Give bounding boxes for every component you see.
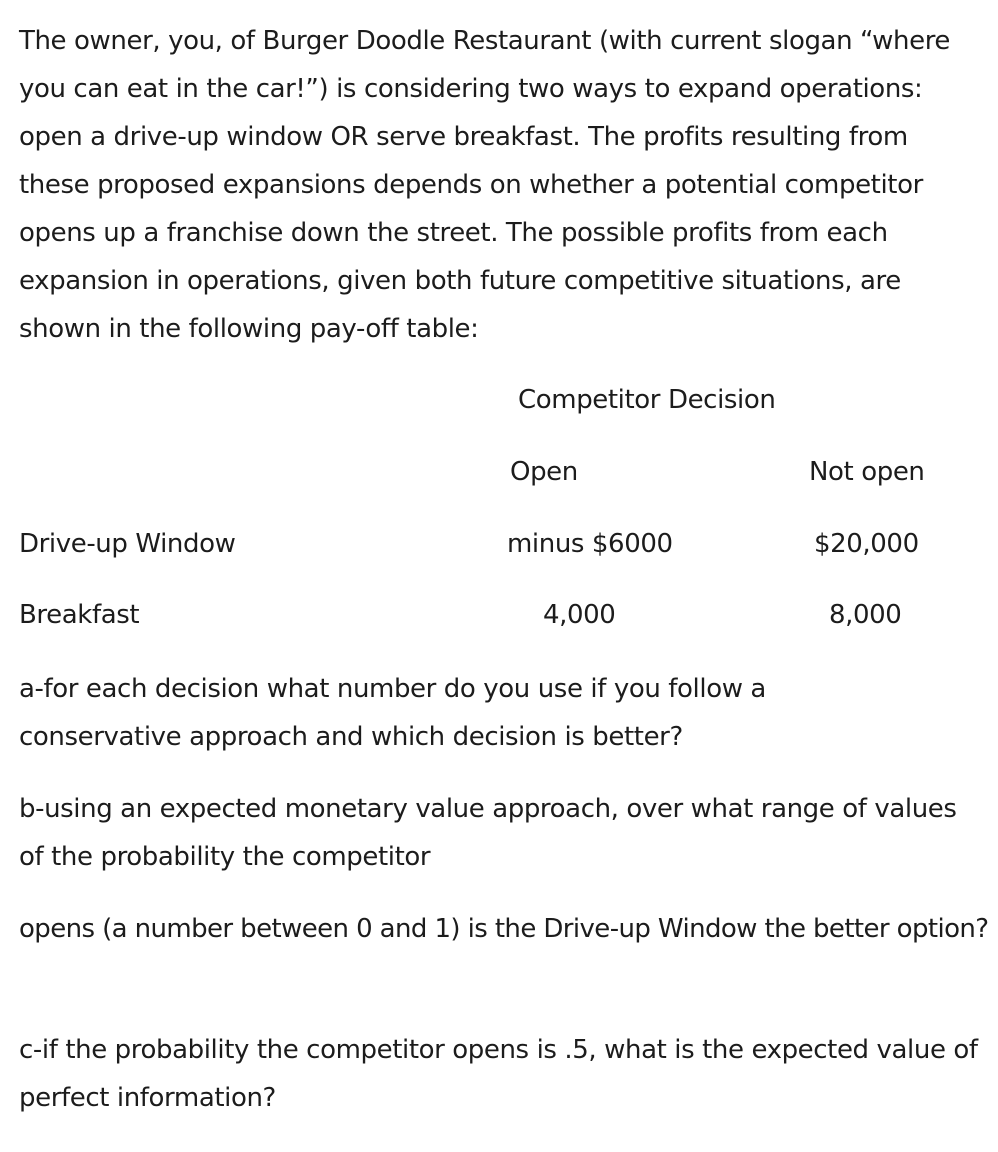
column-header-open: Open xyxy=(510,457,578,487)
row-label-breakfast: Breakfast xyxy=(19,600,140,630)
intro-paragraph: The owner, you, of Burger Doodle Restaurant (with current slogan “where you can eat in the car!”) is considering two ways to expand operations: open a drive-up window OR serve breakfast. The profits resulting from these proposed expansions depends on whether a potential competitor opens up a franchise down the street. The possible profits from each expansion in operations, given both future competitive situations, are shown in the following pay-off table: xyxy=(19,26,951,344)
cell-drive-up-not-open: $20,000 xyxy=(814,529,919,559)
question-a: a-for each decision what number do you use if you follow a conservative approach and which decision is better? xyxy=(19,674,766,752)
table-heading: Competitor Decision xyxy=(518,385,776,415)
cell-breakfast-not-open: 8,000 xyxy=(829,600,902,630)
question-c: c-if the probability the competitor opens is .5, what is the expected value of perfect information? xyxy=(19,1035,978,1113)
cell-drive-up-open: minus $6000 xyxy=(507,529,673,559)
cell-breakfast-open: 4,000 xyxy=(543,600,616,630)
row-label-drive-up-window: Drive-up Window xyxy=(19,529,236,559)
question-b-part1: b-using an expected monetary value approach, over what range of values of the probability the competitor xyxy=(19,794,957,872)
question-b-part2: opens (a number between 0 and 1) is the Drive-up Window the better option? xyxy=(19,914,989,944)
column-header-not-open: Not open xyxy=(809,457,925,487)
